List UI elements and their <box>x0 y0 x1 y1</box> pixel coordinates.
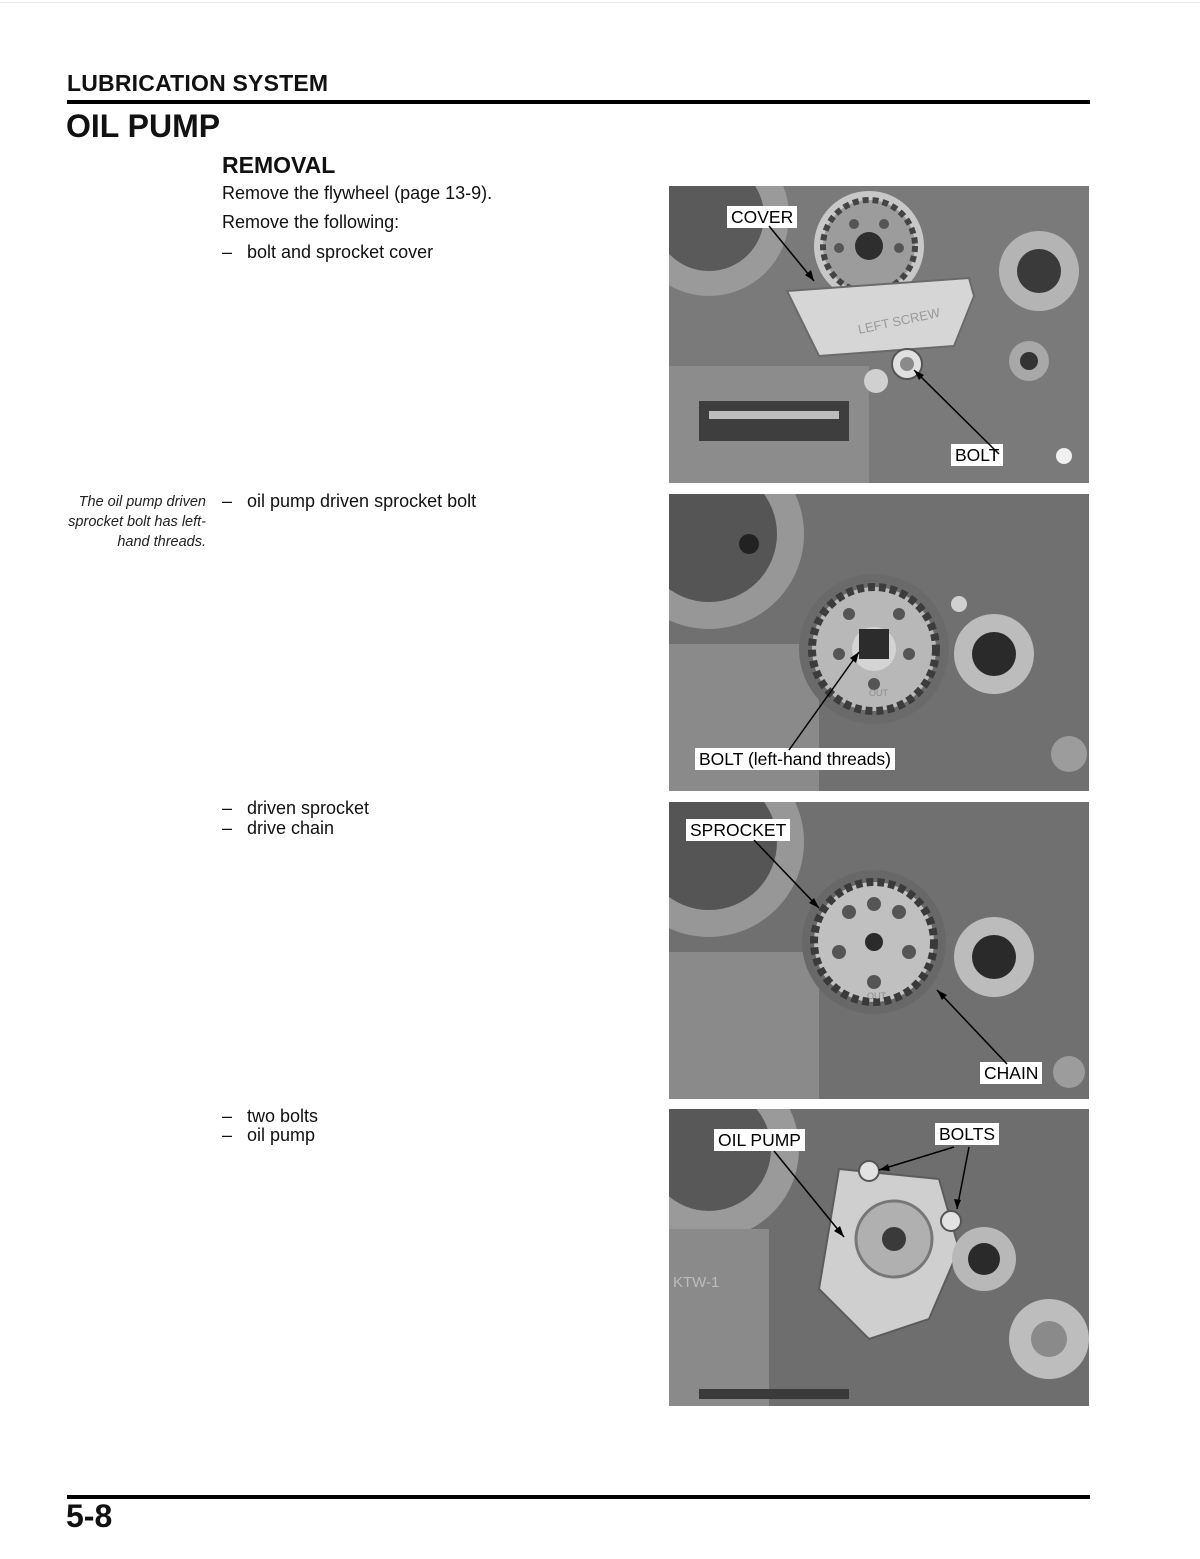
case-stamp-text: KTW-1 <box>673 1274 720 1291</box>
list-dash: – <box>222 1106 233 1126</box>
step-oil-pump <box>222 1125 315 1145</box>
step-text: two bolts <box>247 1106 319 1126</box>
oil-pump-label: OIL PUMP <box>714 1129 805 1151</box>
photo3-leaders <box>669 802 1089 1099</box>
step-driven-sprocket <box>222 798 369 818</box>
step-drive-chain <box>222 818 334 838</box>
list-dash: – <box>222 1125 233 1145</box>
section-title: LUBRICATION SYSTEM <box>67 70 329 96</box>
sprocket-stamp-out: OUT <box>869 688 888 698</box>
photo-sprocket-cover <box>669 186 1089 483</box>
list-dash: – <box>222 798 233 818</box>
list-dash: – <box>222 818 233 838</box>
list-dash: – <box>222 242 233 262</box>
page-title: OIL PUMP <box>66 108 221 144</box>
sprocket-stamp-out: OUT <box>867 991 886 1001</box>
top-hairline <box>0 2 1200 3</box>
photo2-leaders <box>669 494 1089 791</box>
step-two-bolts <box>222 1106 318 1126</box>
photo-sprocket-chain <box>669 802 1089 1099</box>
step-driven-sprocket-bolt <box>222 491 476 511</box>
sprocket-label: SPROCKET <box>686 819 790 841</box>
step-bolt-sprocket-cover <box>222 242 433 262</box>
step-text: driven sprocket <box>247 798 370 818</box>
photo4-leaders <box>669 1109 1089 1406</box>
bolt-left-hand-label: BOLT (left-hand threads) <box>695 748 895 770</box>
step-text: oil pump <box>247 1125 316 1145</box>
step-text: bolt and sprocket cover <box>247 242 434 262</box>
cover-label: COVER <box>727 206 797 228</box>
header-rule <box>67 100 1090 104</box>
cover-stamp-text: LEFT SCREW <box>856 304 942 337</box>
side-note: The oil pump driven sprocket bolt has left-hand threads. <box>68 494 206 550</box>
step-text: oil pump driven sprocket bolt <box>247 491 477 511</box>
footer-rule <box>67 1495 1090 1499</box>
photo-sprocket-bolt <box>669 494 1089 791</box>
chain-label: CHAIN <box>980 1062 1042 1084</box>
photo1-leaders <box>669 186 1089 483</box>
instruction-flywheel: Remove the flywheel (page 13-9). <box>222 183 493 203</box>
photo-oil-pump <box>669 1109 1089 1406</box>
step-text: drive chain <box>247 818 335 838</box>
removal-heading: REMOVAL <box>222 152 336 178</box>
page-number: 5-8 <box>66 1498 113 1534</box>
bolt-label: BOLT <box>951 444 1003 466</box>
list-dash: – <box>222 491 233 511</box>
instruction-remove-following: Remove the following: <box>222 212 400 232</box>
bolts-label: BOLTS <box>935 1123 999 1145</box>
